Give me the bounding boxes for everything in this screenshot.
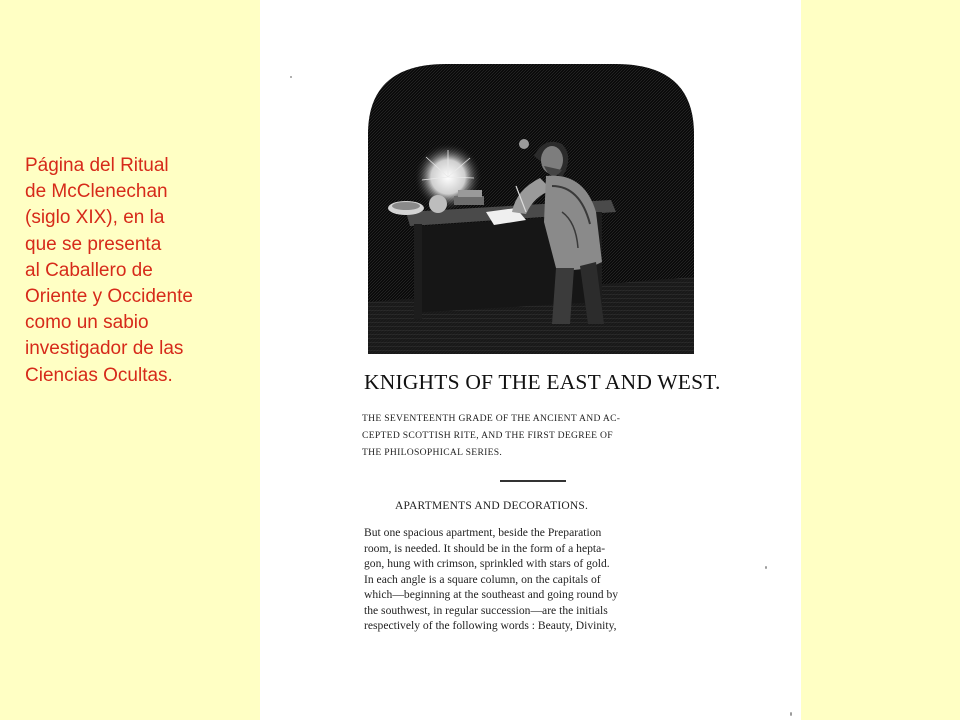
engraving-scholar-writing: [366, 62, 696, 354]
caption-line: al Caballero de: [25, 259, 153, 281]
caption-line: que se presenta: [25, 233, 162, 255]
caption-line: investigador de las: [25, 338, 184, 360]
body-line: respectively of the following words : Beauty, Divinity,: [364, 619, 617, 632]
grade-subtitle: [362, 410, 702, 461]
body-line: which—beginning at the southeast and going round by: [364, 588, 619, 601]
caption-text: [25, 153, 255, 389]
page-title: KNIGHTS OF THE EAST AND WEST.: [364, 370, 721, 394]
scan-speck: [790, 712, 792, 716]
subtitle-line: THE SEVENTEENTH GRADE OF THE ANCIENT AND AC-: [362, 413, 621, 424]
divider-rule: [500, 480, 566, 482]
scanned-book-page: [260, 0, 801, 720]
caption-line: Ciencias Ocultas.: [25, 364, 173, 386]
caption-line: Oriente y Occidente: [25, 286, 193, 308]
body-paragraph: [364, 525, 709, 634]
body-line: But one spacious apartment, beside the Preparation: [364, 526, 602, 539]
body-line: gon, hung with crimson, sprinkled with stars of gold.: [364, 557, 610, 570]
caption-line: Página del Ritual: [25, 155, 169, 176]
caption-line: de McClenechan: [25, 181, 168, 203]
body-line: In each angle is a square column, on the capitals of: [364, 572, 601, 586]
section-heading: APARTMENTS AND DECORATIONS.: [395, 500, 589, 512]
subtitle-line: THE PHILOSOPHICAL SERIES.: [362, 447, 503, 458]
scan-speck: [765, 566, 767, 569]
caption-line: como un sabio: [25, 312, 149, 334]
body-line: the southwest, in regular succession—are the initials: [364, 603, 608, 617]
body-line: room, is needed. It should be in the form of a hepta-: [364, 541, 606, 555]
scan-speck: [290, 76, 292, 78]
subtitle-line: CEPTED SCOTTISH RITE, AND THE FIRST DEGREE OF: [362, 430, 613, 441]
caption-line: (siglo XIX), en la: [25, 207, 165, 229]
